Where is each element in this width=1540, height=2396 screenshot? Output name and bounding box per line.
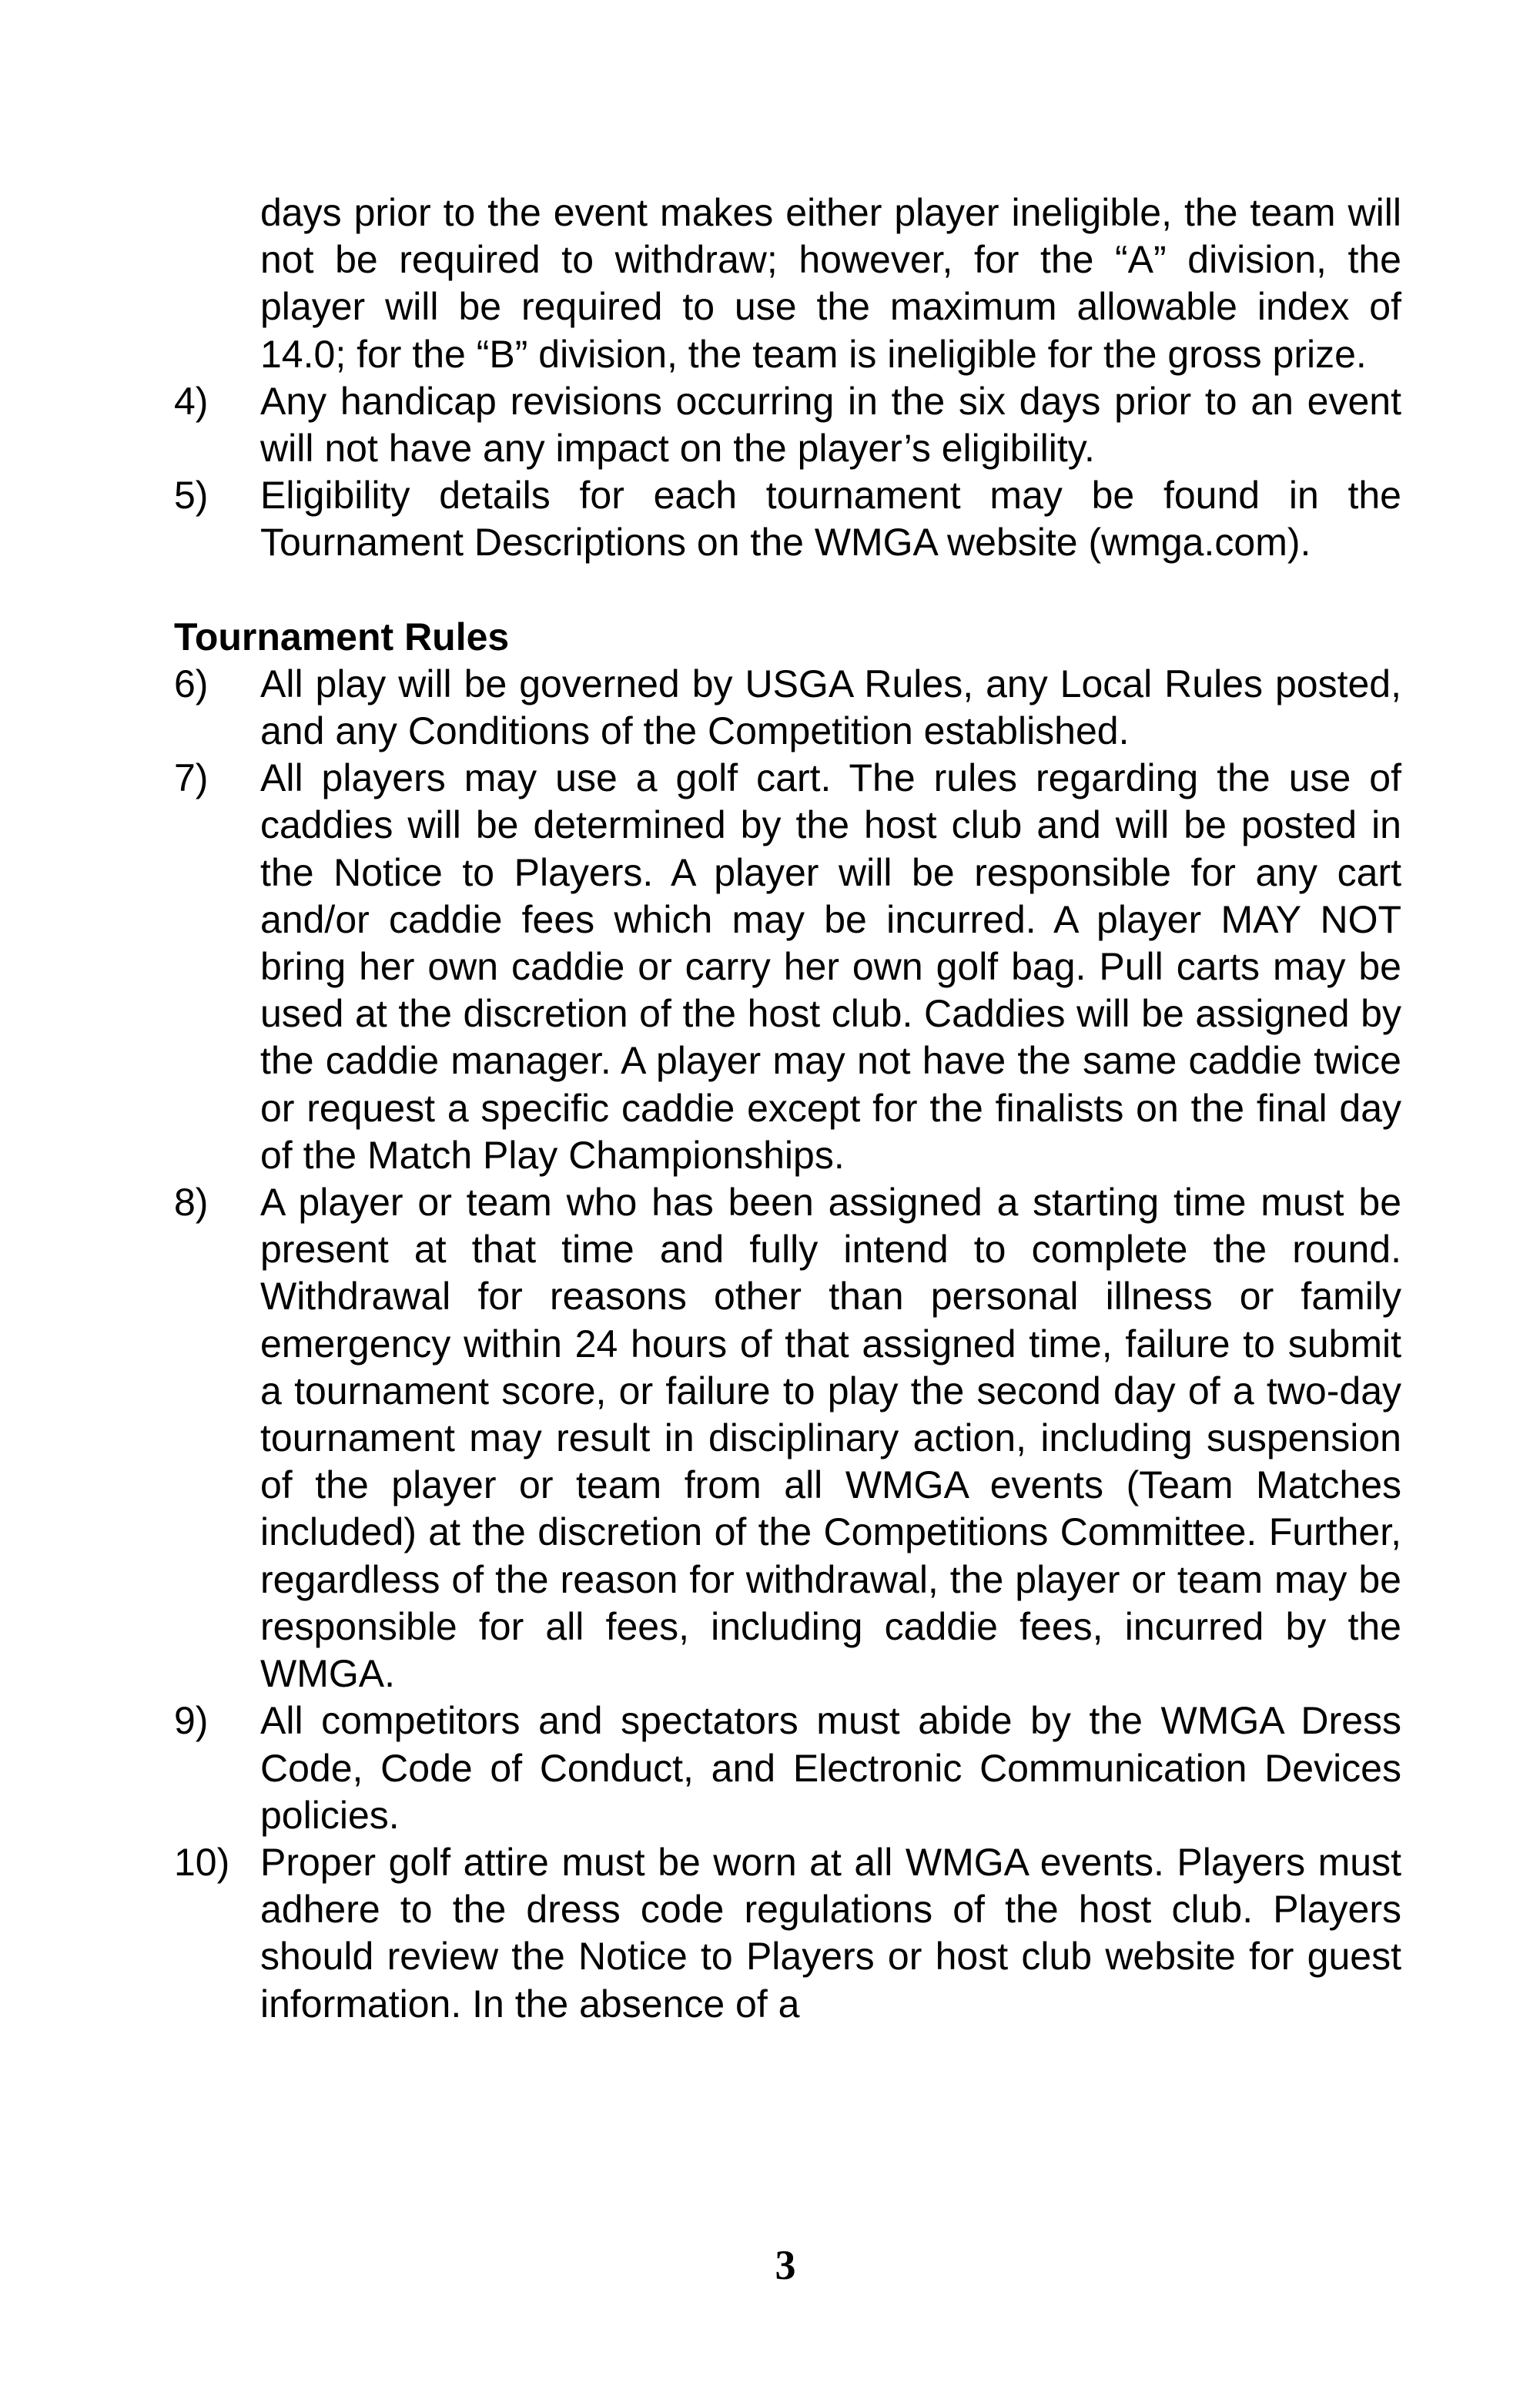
- document-page: [174, 189, 1401, 2028]
- item-text: Eligibility details for each tournament may be found in the Tournament Descriptions on the WMGA website (wmga.com).: [260, 474, 1401, 565]
- item-text: A player or team who has been assigned a starting time must be present at that time and fully intend to complete the round. Withdrawal for reasons other than personal illness or family emergency within 24 hours of that assigned time, failure to submit a tournament score, or failure to play the second day of a two-day tournament may result in disciplinary action, including suspension of the player or team from all WMGA events (Team Matches included) at the discretion of the Competitions Committee. Further, regardless of the reason for withdrawal, the player or team may be responsible for all fees, including caddie fees, incurred by the WMGA.: [260, 1181, 1401, 1696]
- list-item-9: [174, 1697, 1401, 1839]
- item-number: 9): [174, 1699, 209, 1743]
- item-number: 4): [174, 379, 209, 423]
- list-item-5: [174, 472, 1401, 566]
- item-number: 7): [174, 756, 209, 800]
- list-item-4: [174, 378, 1401, 472]
- item-text: All play will be governed by USGA Rules, any Local Rules posted, and any Conditions of the Competition established.: [260, 662, 1401, 753]
- item-number: 8): [174, 1181, 209, 1225]
- item-number: 6): [174, 662, 209, 705]
- list-item-6: [174, 661, 1401, 755]
- item-text: Proper golf attire must be worn at all WMGA events. Players must adhere to the dress code regulations of the host club. Players should review the Notice to Players or host club website for guest information. In the absence of a: [260, 1840, 1401, 2026]
- item-number: 5): [174, 474, 209, 518]
- list-item-8: [174, 1179, 1401, 1697]
- item-text: All competitors and spectators must abide by the WMGA Dress Code, Code of Conduct, and Electronic Communication Devices policies.: [260, 1699, 1401, 1837]
- page-number: 3: [775, 2242, 796, 2288]
- item-number: 10): [174, 1840, 230, 1884]
- intro-continuation: days prior to the event makes either player ineligible, the team will not be required to withdraw; however, for the “A” division, the player will be required to use the maximum allowable index of 14.0; for the “B” division, the team is ineligible for the gross prize.: [260, 191, 1401, 376]
- list-item-7: [174, 755, 1401, 1179]
- item-text: All players may use a golf cart. The rules regarding the use of caddies will be determined by the host club and will be posted in the Notice to Players. A player will be responsible for any cart and/or caddie fees which may be incurred. A player MAY NOT bring her own caddie or carry her own golf bag. Pull carts may be used at the discretion of the host club. Caddies will be assigned by the caddie manager. A player may not have the same caddie twice or request a specific caddie except for the finalists on the final day of the Match Play Championships.: [260, 756, 1401, 1177]
- section-spacer: [174, 567, 1401, 614]
- section-heading: Tournament Rules: [174, 615, 510, 658]
- item-text: Any handicap revisions occurring in the six days prior to an event will not have any impact on the player’s eligibility.: [260, 379, 1401, 471]
- list-item-10: [174, 1839, 1401, 2028]
